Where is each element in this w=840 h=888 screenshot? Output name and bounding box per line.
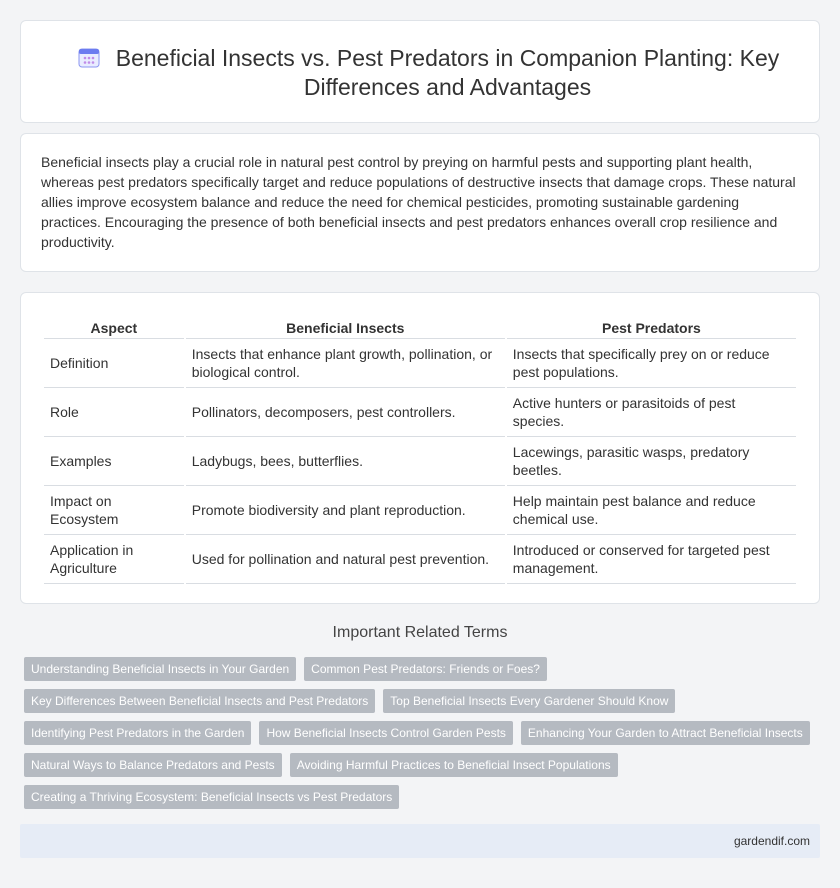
related-term-link[interactable]: Common Pest Predators: Friends or Foes? <box>304 657 547 681</box>
related-term-link[interactable]: Top Beneficial Insects Every Gardener Should Know <box>383 689 675 713</box>
row-predators: Insects that specifically prey on or reduce pest populations. <box>507 339 796 388</box>
row-predators: Lacewings, parasitic wasps, predatory beetles. <box>507 437 796 486</box>
site-link[interactable]: gardendif.com <box>733 834 810 848</box>
row-aspect: Impact on Ecosystem <box>44 486 184 535</box>
row-aspect: Examples <box>44 437 184 486</box>
comparison-table <box>42 317 798 584</box>
related-term-link[interactable]: Key Differences Between Beneficial Insects and Pest Predators <box>24 689 375 713</box>
row-beneficial: Pollinators, decomposers, pest controllers. <box>186 388 505 437</box>
row-predators: Introduced or conserved for targeted pest management. <box>507 535 796 584</box>
title-card <box>20 20 820 123</box>
related-term-link[interactable]: Identifying Pest Predators in the Garden <box>24 721 251 745</box>
row-beneficial: Ladybugs, bees, butterflies. <box>186 437 505 486</box>
row-beneficial: Promote biodiversity and plant reproduction. <box>186 486 505 535</box>
related-terms-heading: Important Related Terms <box>332 624 508 641</box>
table-header-row <box>44 317 796 339</box>
comparison-card <box>20 292 820 604</box>
page-title: Beneficial Insects vs. Pest Predators in Companion Planting: Key Differences and Advantages <box>115 45 780 100</box>
row-aspect: Role <box>44 388 184 437</box>
row-aspect: Application in Agriculture <box>44 535 184 584</box>
footer-bar <box>20 824 820 858</box>
intro-card <box>20 133 820 272</box>
table-row <box>44 486 796 535</box>
header-beneficial-insects: Beneficial Insects <box>186 317 505 339</box>
related-term-link[interactable]: Creating a Thriving Ecosystem: Beneficial Insects vs Pest Predators <box>24 785 399 809</box>
table-row <box>44 339 796 388</box>
row-predators: Active hunters or parasitoids of pest species. <box>507 388 796 437</box>
row-predators: Help maintain pest balance and reduce chemical use. <box>507 486 796 535</box>
related-terms-list <box>24 657 814 817</box>
related-term-link[interactable]: Understanding Beneficial Insects in Your Garden <box>24 657 296 681</box>
row-aspect: Definition <box>44 339 184 388</box>
row-beneficial: Insects that enhance plant growth, pollination, or biological control. <box>186 339 505 388</box>
related-term-link[interactable]: How Beneficial Insects Control Garden Pests <box>259 721 512 745</box>
row-beneficial: Used for pollination and natural pest prevention. <box>186 535 505 584</box>
table-row <box>44 535 796 584</box>
header-pest-predators: Pest Predators <box>507 317 796 339</box>
related-term-link[interactable]: Natural Ways to Balance Predators and Pests <box>24 753 282 777</box>
related-term-link[interactable]: Enhancing Your Garden to Attract Beneficial Insects <box>521 721 810 745</box>
header-aspect: Aspect <box>44 317 184 339</box>
table-row <box>44 388 796 437</box>
table-row <box>44 437 796 486</box>
related-term-link[interactable]: Avoiding Harmful Practices to Beneficial Insect Populations <box>290 753 618 777</box>
intro-paragraph: Beneficial insects play a crucial role in natural pest control by preying on harmful pests and supporting plant health, whereas pest predators specifically target and reduce populations of destructive insects that damage crops. These natural allies improve ecosystem balance and reduce the need for chemical pesticides, promoting sustainable gardening practices. Encouraging the presence of both beneficial insects and pest predators enhances overall crop resilience and productivity. <box>41 154 796 250</box>
